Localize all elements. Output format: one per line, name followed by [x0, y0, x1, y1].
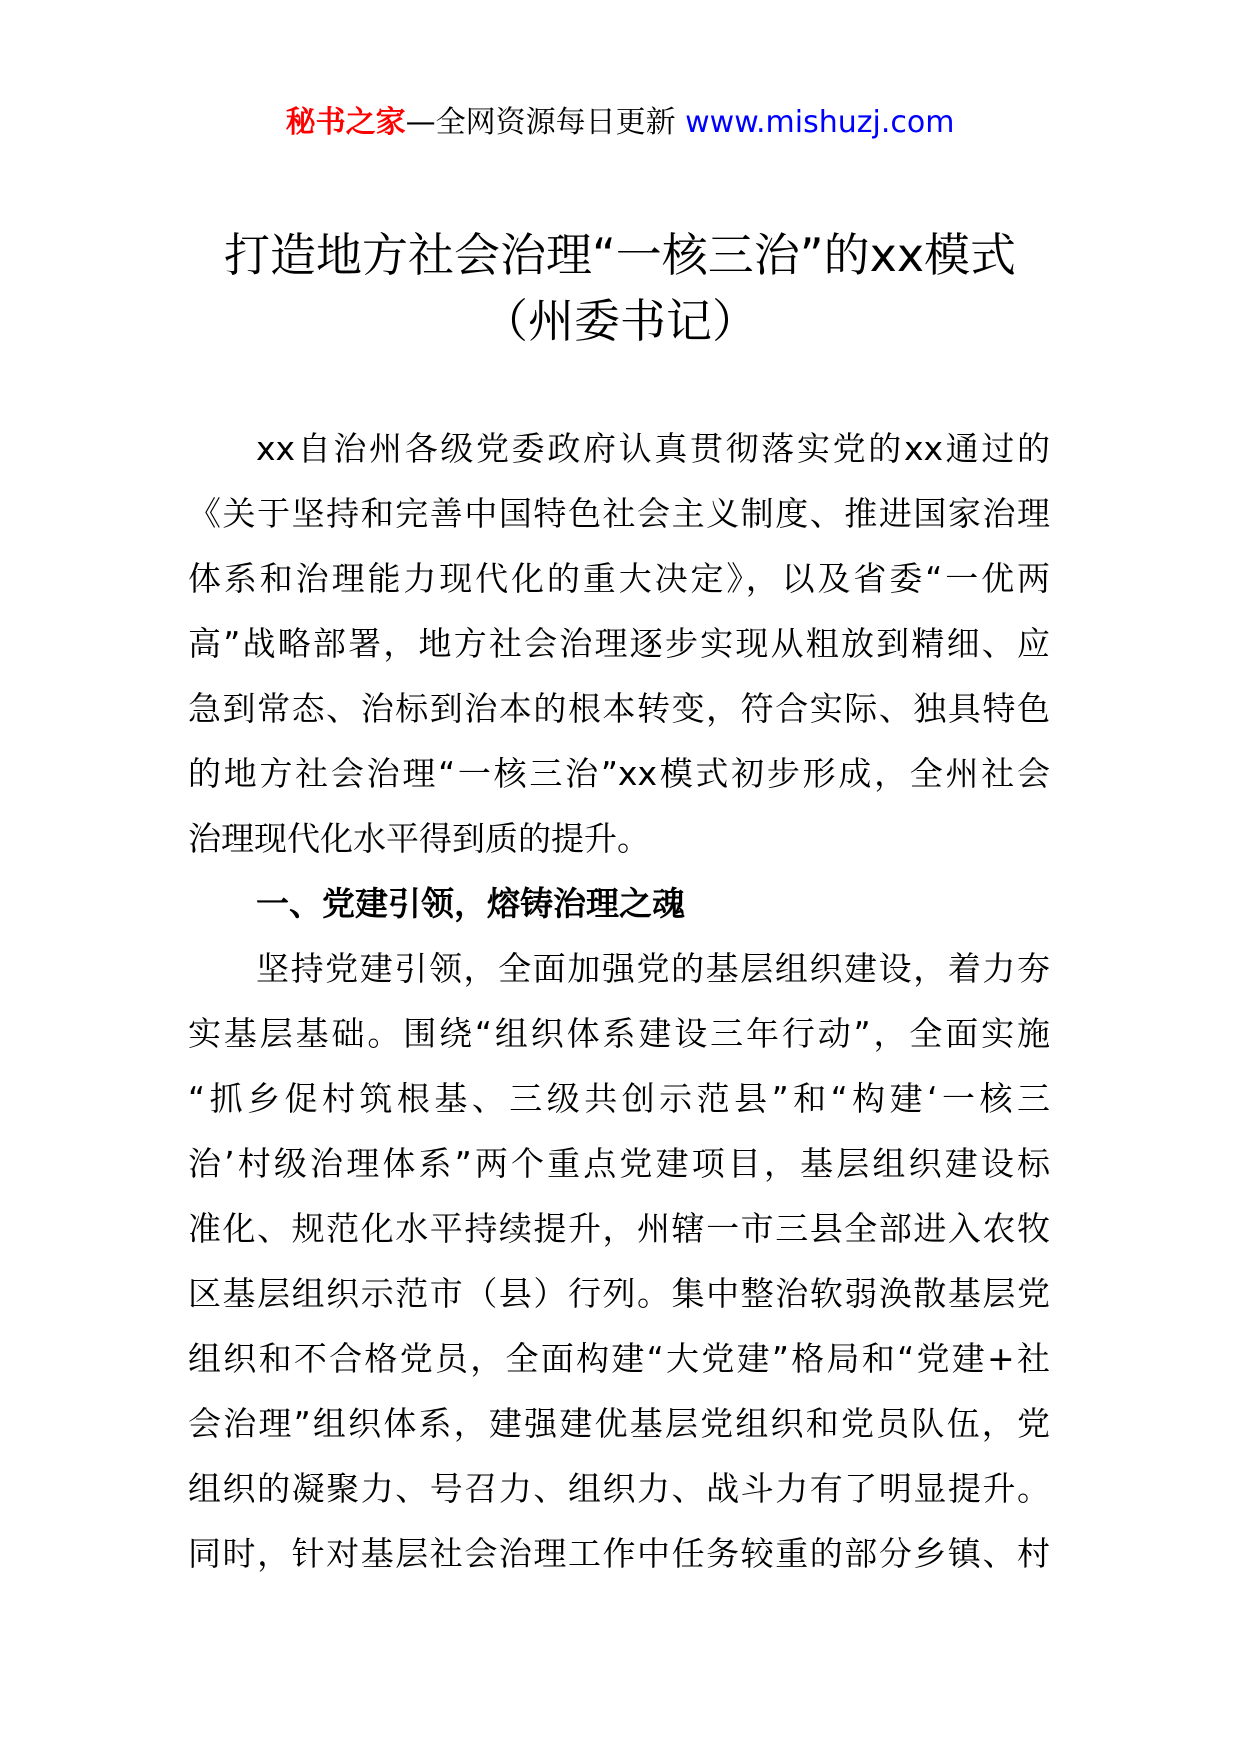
body-line: 治理现代化水平得到质的提升。	[188, 819, 650, 858]
body-line: 急到常态、治标到治本的根本转变，符合实际、独具特色	[188, 689, 1050, 728]
body-line: 治’村级治理体系”两个重点党建项目，基层组织建设标	[188, 1144, 1050, 1183]
brand-name: 秘书之家	[285, 105, 406, 140]
body-line: “抓乡促村筑根基、三级共创示范县”和“构建‘一核三	[188, 1079, 1050, 1118]
body-line: 实基层基础。围绕“组织体系建设三年行动”，全面实施	[188, 1014, 1050, 1053]
document-subtitle: （州委书记）	[482, 294, 758, 348]
body-line: 坚持党建引领，全面加强党的基层组织建设，着力夯	[256, 949, 1050, 988]
body-line: 的地方社会治理“一核三治”xx模式初步形成，全州社会	[188, 754, 1050, 793]
body-line: 组织的凝聚力、号召力、组织力、战斗力有了明显提升。	[188, 1469, 1050, 1508]
section-heading: 一、党建引领，熔铸治理之魂	[256, 884, 685, 923]
site-header	[0, 100, 1240, 146]
body-line: 会治理”组织体系，建强建优基层党组织和党员队伍，党	[188, 1404, 1050, 1443]
body-line: 高”战略部署，地方社会治理逐步实现从粗放到精细、应	[188, 624, 1050, 663]
header-slogan: —全网资源每日更新	[405, 105, 686, 140]
document-title: 打造地方社会治理“一核三治”的xx模式	[223, 228, 1017, 282]
body-line: 组织和不合格党员，全面构建“大党建”格局和“党建+社	[188, 1339, 1050, 1378]
body-line: xx自治州各级党委政府认真贯彻落实党的xx通过的	[256, 429, 1050, 468]
document-body	[188, 416, 1050, 1586]
site-url-link[interactable]: www.mishuzj.com	[685, 105, 955, 140]
body-line: 区基层组织示范市（县）行列。集中整治软弱涣散基层党	[188, 1274, 1050, 1313]
body-line: 体系和治理能力现代化的重大决定》，以及省委“一优两	[188, 559, 1050, 598]
body-line: 准化、规范化水平持续提升，州辖一市三县全部进入农牧	[188, 1209, 1050, 1248]
body-line: 同时，针对基层社会治理工作中任务较重的部分乡镇、村	[188, 1534, 1050, 1573]
body-line: 《关于坚持和完善中国特色社会主义制度、推进国家治理	[188, 494, 1050, 533]
